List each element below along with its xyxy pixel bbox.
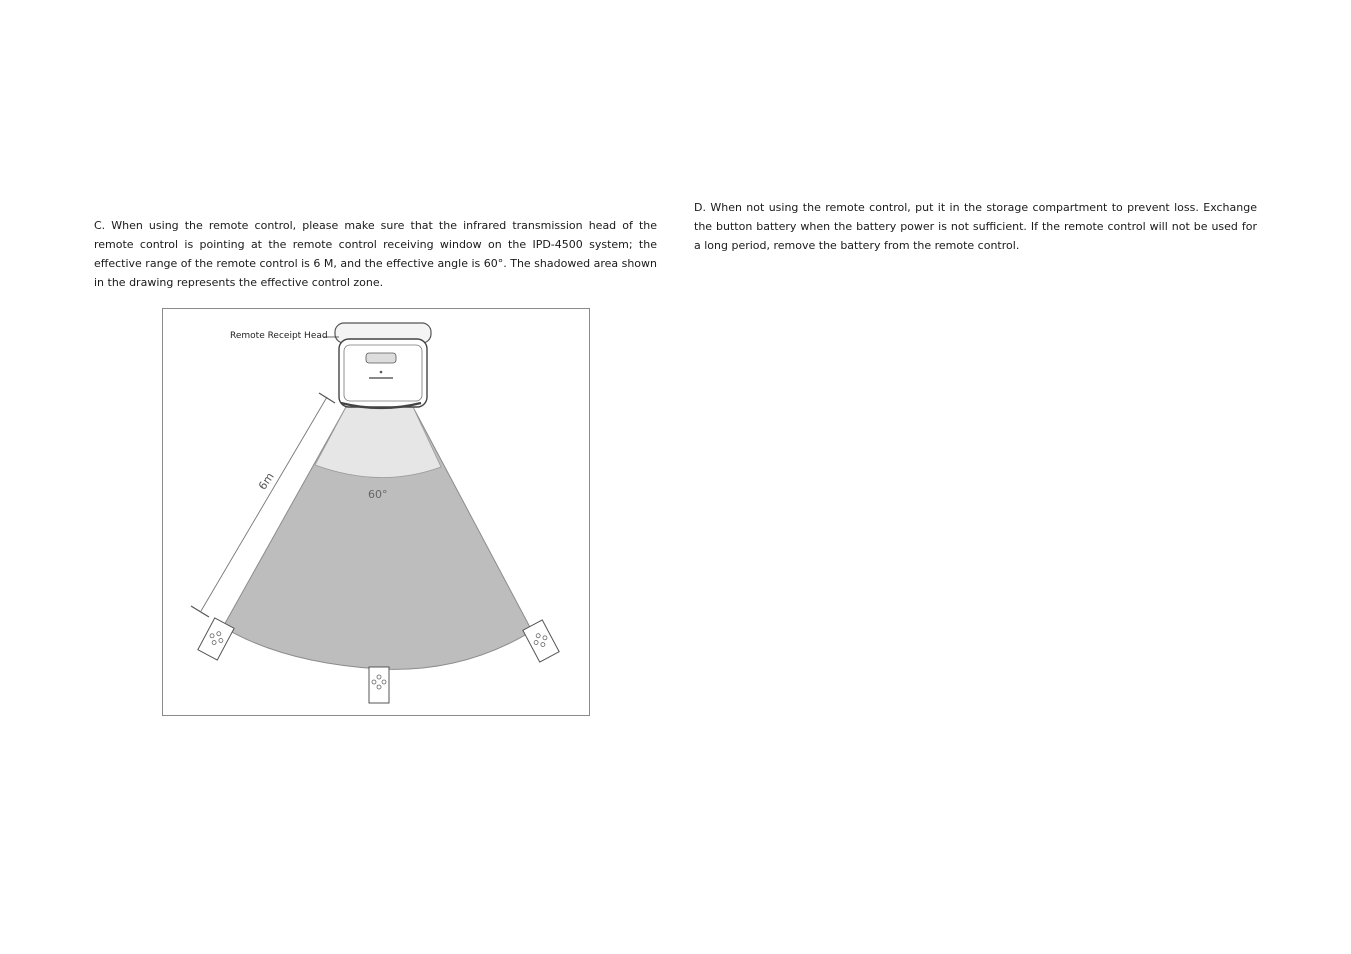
range-label: 6m [256,470,277,493]
remote-receipt-head-label: Remote Receipt Head [230,331,328,341]
paragraph-remote-usage: C. When using the remote control, please make sure that the infrared transmission head of the remote control is pointing at the remote control receiving window on the IPD-4500 system; the effective range of the remote control is 6 M, and the effective angle is 60°. The shadowed area shown in the drawing represents the effective control zone. [94,219,658,289]
receiver-unit-icon [335,323,431,408]
remote-control-center-icon [369,667,389,703]
remote-range-diagram [162,308,590,716]
paragraph-remote-storage: D. When not using the remote control, put it in the storage compartment to prevent loss. Exchange the button battery when the battery power is not sufficient. If the remote control will not be used for a long period, remove the battery from the remote control. [694,201,1257,252]
near-zone [315,407,441,478]
angle-label: 60° [368,488,388,501]
diagram-drawing [163,309,589,715]
